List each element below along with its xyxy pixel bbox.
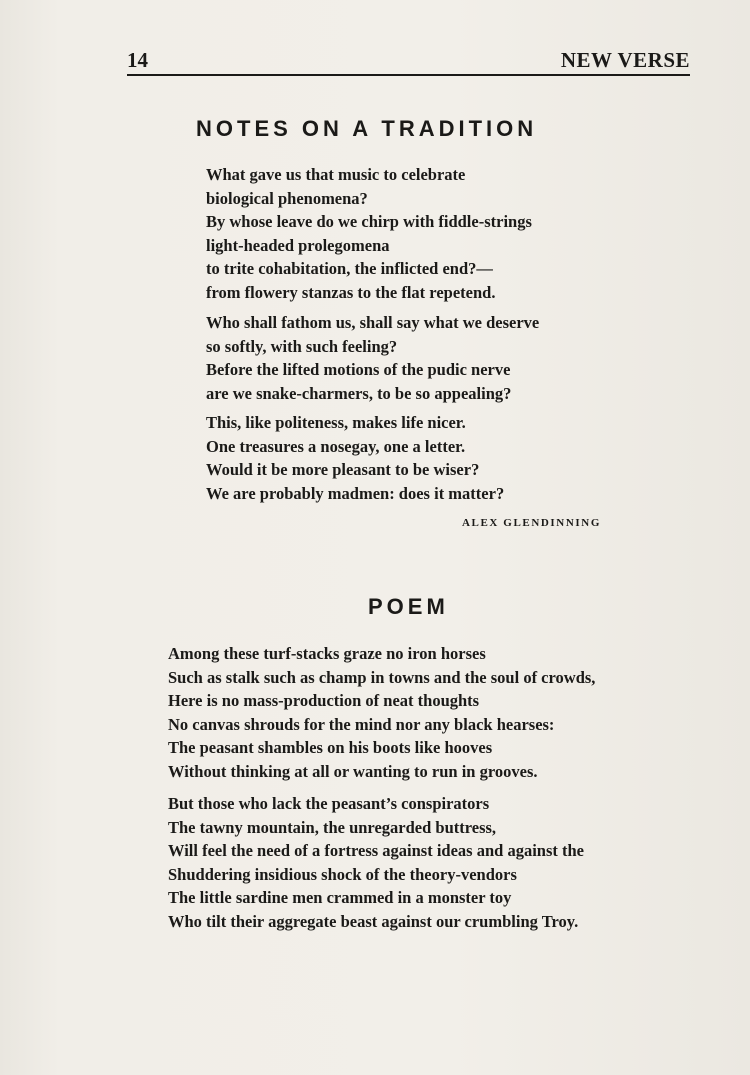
verse-line: Here is no mass-production of neat thoughts	[168, 691, 480, 710]
verse-line: from flowery stanzas to the flat repetend.	[206, 282, 496, 302]
verse-line: biological phenomena?	[206, 188, 368, 208]
poem1-stanza-2	[206, 311, 539, 405]
verse-line: so softly, with such feeling?	[206, 336, 398, 356]
poem-title-notes-on-a-tradition: NOTES ON A TRADITION	[196, 116, 538, 141]
verse-line: Such as stalk such as champ in towns and the soul of crowds,	[168, 667, 596, 687]
verse-line: One treasures a nosegay, one a letter.	[206, 436, 466, 456]
verse-line: The tawny mountain, the unregarded buttress,	[168, 817, 497, 837]
poem-author: ALEX GLENDINNING	[462, 517, 601, 529]
page-number: 14	[127, 48, 148, 72]
verse-line: What gave us that music to celebrate	[206, 165, 466, 184]
verse-line: But those who lack the peasant’s conspirators	[168, 794, 490, 813]
verse-line: We are probably madmen: does it matter?	[206, 483, 505, 503]
poem1-stanza-1	[206, 163, 532, 304]
poem-title-poem: POEM	[368, 594, 449, 619]
verse-line: The little sardine men crammed in a monster toy	[168, 888, 512, 907]
verse-line: Before the lifted motions of the pudic nerve	[206, 360, 511, 379]
verse-line: By whose leave do we chirp with fiddle-strings	[206, 212, 532, 231]
journal-title: NEW VERSE	[560, 48, 690, 72]
verse-line: light-headed prolegomena	[206, 235, 390, 255]
verse-line: Shuddering insidious shock of the theory-vendors	[168, 864, 517, 884]
verse-line: This, like politeness, makes life nicer.	[206, 413, 466, 432]
poem2-stanza-1	[168, 642, 595, 783]
verse-line: Without thinking at all or wanting to run in grooves.	[168, 761, 538, 781]
running-head	[127, 44, 690, 76]
verse-line: The peasant shambles on his boots like hooves	[168, 738, 493, 757]
verse-line: Who shall fathom us, shall say what we deserve	[206, 313, 540, 332]
poem1-stanza-3	[206, 411, 504, 505]
verse-line: Will feel the need of a fortress against ideas and against the	[168, 841, 585, 860]
verse-line: Would it be more pleasant to be wiser?	[206, 460, 480, 479]
verse-line: are we snake-charmers, to be so appealing?	[206, 383, 512, 403]
verse-line: Who tilt their aggregate beast against our crumbling Troy.	[168, 911, 579, 931]
verse-line: No canvas shrouds for the mind nor any black hearses:	[168, 714, 555, 734]
verse-line: to trite cohabitation, the inflicted end?—	[206, 259, 493, 278]
poem2-stanza-2	[168, 792, 584, 933]
verse-line: Among these turf-stacks graze no iron horses	[168, 644, 486, 663]
